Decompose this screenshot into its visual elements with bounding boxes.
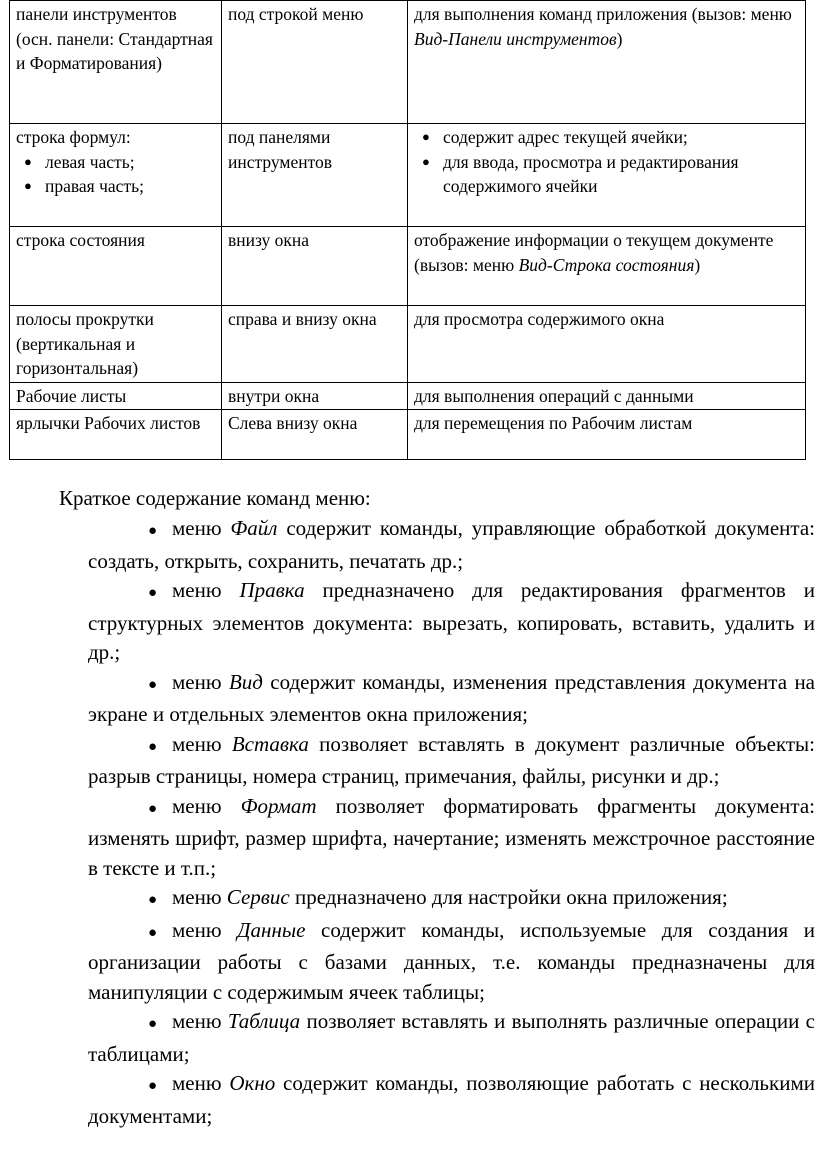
element-cell: полосы прокрутки (вертикальная и горизонтальная)	[10, 306, 222, 383]
table-row	[10, 410, 806, 460]
bullet-icon: ●	[24, 153, 32, 169]
table-row	[10, 306, 806, 383]
menu-summary-heading: Краткое содержание команд меню:	[59, 486, 371, 510]
element-sublist	[16, 150, 215, 199]
list-item: ● меню Сервис предназначено для настройки окна приложения;	[88, 883, 815, 916]
purpose-cell: отображение информации о текущем документе (вызов: меню Вид-Строка состояния)	[408, 227, 806, 306]
list-item: ● левая часть;	[16, 150, 215, 175]
element-cell: строка состояния	[10, 227, 222, 306]
bullet-icon: ●	[24, 178, 32, 193]
list-item: ● меню Таблица позволяет вставлять и выполнять различные операции с таблицами;	[88, 1009, 815, 1066]
position-cell: внутри окна	[222, 382, 408, 410]
list-item: ● правая часть;	[16, 174, 215, 199]
position-cell: внизу окна	[222, 227, 408, 306]
list-item: ● меню Окно содержит команды, позволяющие работать с несколькими документами;	[88, 1071, 815, 1128]
element-cell: ярлычки Рабочих листов	[10, 410, 222, 460]
element-cell: панели инструментов (осн. панели: Стандартная и Форматирования)	[10, 1, 222, 124]
purpose-cell	[408, 124, 806, 227]
purpose-cell: для просмотра содержимого окна	[408, 306, 806, 383]
bullet-icon: ●	[148, 738, 158, 755]
bullet-icon: ●	[148, 924, 158, 941]
list-item: ● меню Файл содержит команды, управляющие обработкой документа: создать, открыть, сохранить, печатать др.;	[88, 516, 815, 573]
bullet-icon: ●	[148, 585, 158, 601]
bullet-icon: ●	[148, 800, 158, 817]
purpose-cell: для выполнения операций с данными	[408, 382, 806, 410]
table-row	[10, 227, 806, 306]
element-cell: строка формул: ● левая часть; ● правая часть;	[10, 124, 222, 227]
position-cell: под панелями инструментов	[222, 124, 408, 227]
position-cell: справа и внизу окна	[222, 306, 408, 383]
bullet-icon: ●	[148, 523, 158, 539]
list-item: ● меню Вид содержит команды, изменения представления документа на экране и отдельных элементов окна приложения;	[88, 669, 815, 726]
purpose-cell: для выполнения команд приложения (вызов: меню Вид-Панели инструментов)	[408, 1, 806, 124]
table-row	[10, 1, 806, 124]
table-row	[10, 124, 806, 227]
list-item: ● содержит адрес текущей ячейки;	[414, 125, 799, 150]
table-row	[10, 382, 806, 410]
bullet-icon: ●	[148, 676, 158, 693]
bullet-icon: ●	[148, 892, 158, 908]
list-item: ● меню Формат позволяет форматировать фрагменты документа: изменять шрифт, размер шрифта, начертание; изменять межстрочное расстояние в тексте и т.п.;	[88, 793, 815, 880]
bullet-icon: ●	[422, 153, 430, 169]
list-item: ● меню Вставка позволяет вставлять в документ различные объекты: разрыв страницы, номера страниц, примечания, файлы, рисунки и др.;	[88, 731, 815, 788]
list-item: ● меню Правка предназначено для редактирования фрагментов и структурных элементов документа: вырезать, копировать, вставить, удалить и др.;	[88, 578, 815, 664]
bullet-icon: ●	[422, 129, 430, 144]
bullet-icon: ●	[148, 1016, 158, 1032]
menu-commands-list	[88, 514, 815, 1131]
list-item: ● меню Данные содержит команды, используемые для создания и организации работы с базами данных, т.е. команды предназначены для манипуляции с содержимым ячеек таблицы;	[88, 917, 815, 1004]
position-cell: под строкой меню	[222, 1, 408, 124]
element-cell: Рабочие листы	[10, 382, 222, 410]
list-item: ● для ввода, просмотра и редактирования содержимого ячейки	[422, 151, 739, 196]
purpose-sublist	[414, 125, 799, 199]
window-elements-table	[9, 0, 806, 460]
bullet-icon: ●	[148, 1078, 158, 1094]
position-cell: Слева внизу окна	[222, 410, 408, 460]
purpose-cell: для перемещения по Рабочим листам	[408, 410, 806, 460]
